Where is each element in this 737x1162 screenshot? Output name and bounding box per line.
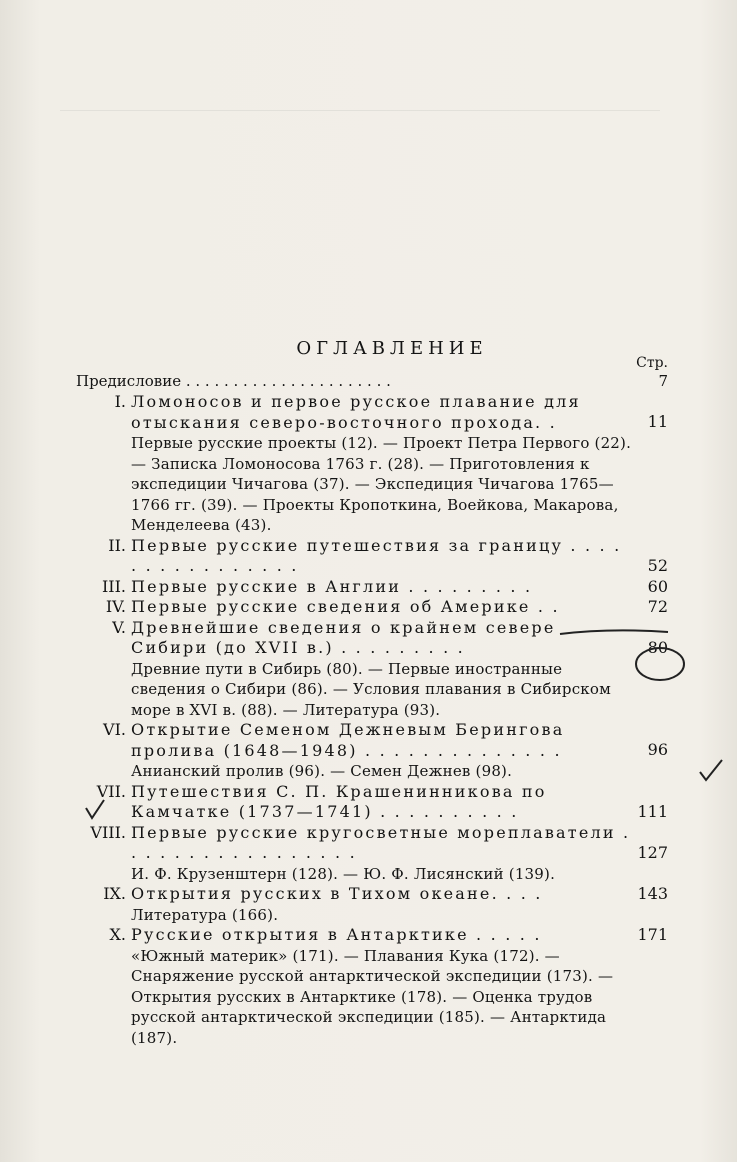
page-column-label: Стр. [636, 355, 668, 371]
check-pen-mark [86, 800, 104, 818]
entry-page: 171 [637, 925, 668, 944]
entry-page: 143 [637, 884, 668, 903]
entry-page: 80 [647, 637, 668, 657]
entry-page: 127 [637, 842, 668, 862]
entry-title: Древнейшие сведения о крайнем севере Сибири (до XVII в.) . . . . . . . . . [131, 617, 556, 657]
entry-title: Первые русские кругосветные мореплаватели . . . . . . . . . . . . . . . . . [131, 822, 631, 862]
entry-subtopics: Литература (166). [131, 905, 279, 924]
entry-page: 111 [637, 801, 668, 821]
entry-number: VII. [96, 781, 126, 801]
entry-page: 11 [647, 412, 668, 431]
entry-title: Открытие Семеном Дежневым Берингова пролива (1648—1948) . . . . . . . . . . . . . . [131, 720, 565, 760]
check-pen-mark [700, 760, 722, 780]
entry-subtopics: «Южный материк» (171). — Плавания Кука (172). — Снаряжение русской антарктической экспедиции (173). — Открытия русских в Антарктике (178). — Оценка трудов русской антарктической экспедиции (185). — Антарктида (187). [131, 946, 614, 1047]
entry-title: Первые русские путешествия за границу . . . . . . . . . . . . . . . . [131, 535, 622, 575]
entry-subtopics: Первые русские проекты (12). — Проект Петра Первого (22). — Записка Ломоносова 1763 г. (28). — Приготовления к экспедиции Чичагова (37). — Экспедиция Чичагова 1765—1766 гг. (39). — Проекты Кропоткина, Воейкова, Макарова, Менделеева (43). [131, 434, 632, 534]
entry-page: 60 [647, 576, 668, 596]
entry-number: I. [114, 392, 126, 411]
entry-number: III. [101, 576, 126, 596]
entry-number: X. [109, 925, 126, 944]
entry-number: IV. [105, 597, 126, 616]
entry-subtopics: И. Ф. Крузенштерн (128). — Ю. Ф. Лисянский (139). [131, 864, 556, 883]
entry-title: Открытия русских в Тихом океане. . . . [131, 884, 543, 903]
entry-page: 72 [647, 597, 668, 616]
entry-number: II. [108, 535, 126, 555]
entry-title: Путешествия С. П. Крашенинникова по Камчатке (1737—1741) . . . . . . . . . . [131, 781, 547, 821]
entry-page: 96 [647, 740, 668, 759]
entry-number: VIII. [90, 822, 126, 842]
preface-title: Предисловие . . . . . . . . . . . . . . . . . . . . . . [76, 372, 391, 390]
preface-page: 7 [658, 372, 668, 390]
entry-title: Русские открытия в Антарктике . . . . . [131, 925, 542, 944]
entry-title: Ломоносов и первое русское плавание для отыскания северо-восточного прохода. . [131, 392, 581, 432]
entry-number: IX. [103, 884, 126, 903]
entry-subtopics: Анианский пролив (96). — Семен Дежнев (98). [131, 762, 513, 780]
entry-number: V. [112, 617, 126, 637]
entry-subtopics: Древние пути в Сибирь (80). — Первые иностранные сведения о Сибири (86). — Условия плавания в Сибирском море в XVI в. (88). — Литература (93). [131, 659, 611, 719]
circle-pen-mark [636, 648, 684, 680]
toc-heading: ОГЛАВЛЕНИЕ [296, 338, 488, 359]
entry-title: Первые русские в Англии . . . . . . . . . [131, 576, 533, 596]
underline-pen-mark [560, 630, 668, 634]
entry-number: VI. [103, 720, 126, 739]
entry-title: Первые русские сведения об Америке . . [131, 597, 560, 616]
entry-page: 52 [647, 555, 668, 575]
